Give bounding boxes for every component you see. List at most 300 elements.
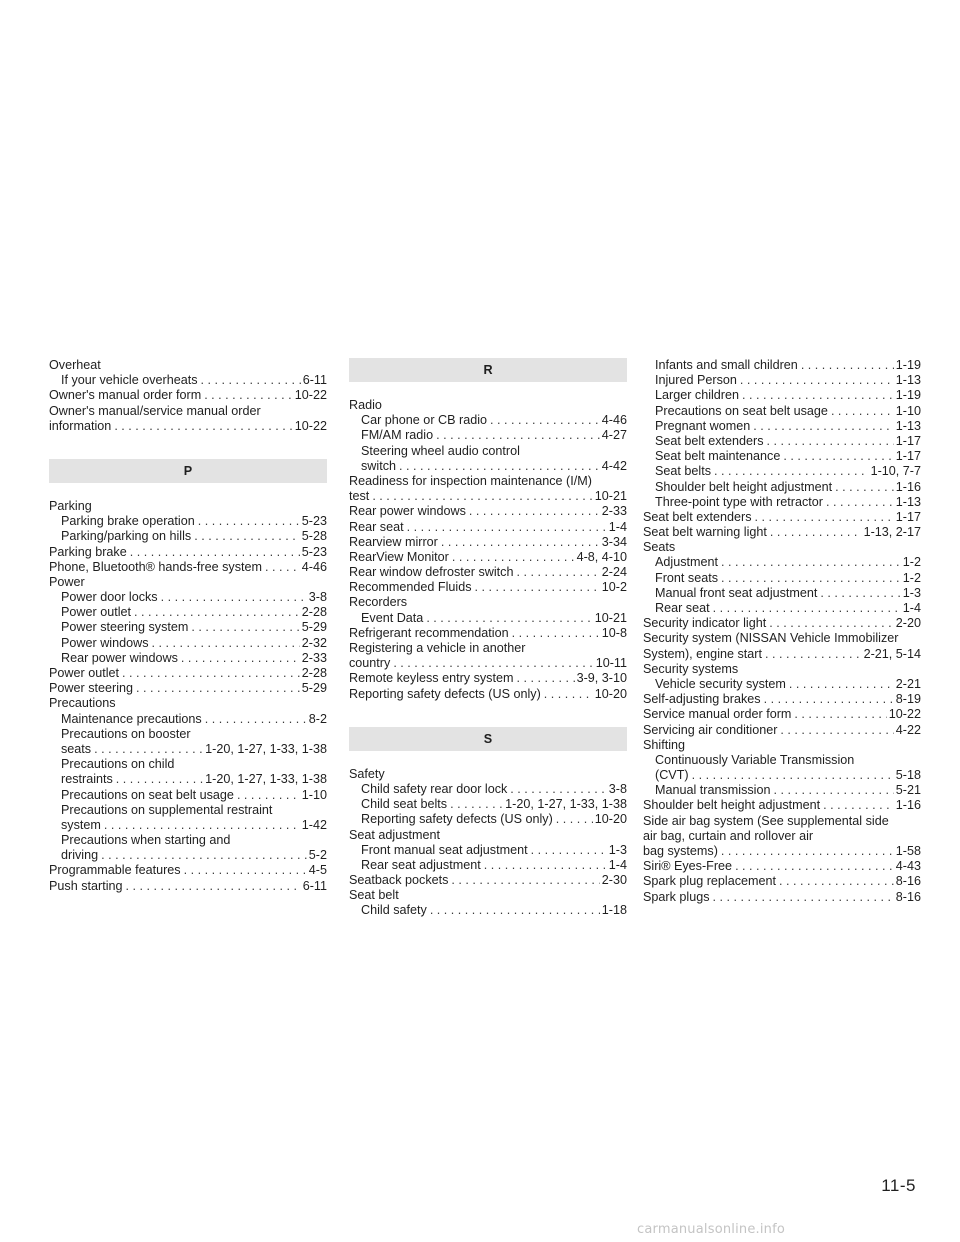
index-entry bbox=[49, 666, 327, 681]
index-subentry bbox=[643, 555, 921, 570]
entry-text: Reporting safety defects (US only) bbox=[361, 812, 553, 827]
entry-text: Precautions bbox=[49, 696, 116, 711]
page-reference: 6-11 bbox=[302, 373, 327, 388]
index-entry bbox=[643, 525, 921, 540]
entry-text: Rear seat adjustment bbox=[361, 857, 481, 872]
index-subentry bbox=[643, 373, 921, 388]
entry-text: FM/AM radio bbox=[361, 428, 434, 443]
entry-text: Power steering system bbox=[61, 620, 189, 635]
entry-text: Seat belts bbox=[655, 464, 712, 479]
page-reference: 1-2 bbox=[902, 570, 921, 585]
entry-text: Programmable features bbox=[49, 863, 181, 878]
entry-text: Shoulder belt height adjustment bbox=[643, 798, 821, 813]
entry-text: Maintenance precautions bbox=[61, 711, 202, 726]
entry-text: Shoulder belt height adjustment bbox=[655, 479, 833, 494]
index-subentry bbox=[49, 373, 327, 388]
entry-text: Adjustment bbox=[655, 555, 718, 570]
index-column-1 bbox=[49, 358, 327, 894]
index-entry bbox=[49, 879, 327, 894]
index-subentry bbox=[643, 480, 921, 495]
index-subentry bbox=[49, 772, 327, 787]
dot-leader bbox=[764, 692, 894, 707]
dot-leader bbox=[823, 798, 894, 813]
index-subentry bbox=[643, 677, 921, 692]
page-reference: 4-42 bbox=[601, 458, 627, 473]
page-reference: 8-16 bbox=[895, 889, 921, 904]
dot-leader bbox=[194, 529, 300, 544]
index-entry bbox=[643, 631, 921, 646]
page-reference: 1-3 bbox=[902, 585, 921, 600]
dot-leader bbox=[372, 489, 592, 504]
entry-text: Injured Person bbox=[655, 373, 737, 388]
index-entry bbox=[49, 404, 327, 419]
dot-leader bbox=[94, 742, 203, 757]
watermark: carmanualsonline.info bbox=[637, 1222, 786, 1237]
page-reference: 10-22 bbox=[294, 388, 327, 403]
page-reference: 1-18 bbox=[601, 903, 627, 918]
dot-leader bbox=[441, 535, 600, 550]
entry-text: Rear power windows bbox=[61, 650, 178, 665]
entry-text: test bbox=[349, 489, 370, 504]
dot-leader bbox=[735, 859, 894, 874]
index-entry bbox=[49, 560, 327, 575]
index-subentry bbox=[349, 797, 627, 812]
dot-leader bbox=[770, 525, 862, 540]
entry-text: Recorders bbox=[349, 595, 408, 610]
page-reference: 10-11 bbox=[595, 656, 627, 671]
page-reference: 5-29 bbox=[301, 681, 327, 696]
entry-text: Parking brake operation bbox=[61, 514, 195, 529]
dot-leader bbox=[721, 555, 901, 570]
dot-leader bbox=[104, 818, 300, 833]
entry-text: Spark plug replacement bbox=[643, 874, 777, 889]
index-subentry bbox=[643, 358, 921, 373]
dot-leader bbox=[181, 651, 300, 666]
entry-text: Event Data bbox=[361, 610, 424, 625]
index-entry bbox=[349, 580, 627, 595]
index-subentry bbox=[49, 788, 327, 803]
entry-text: Front seats bbox=[655, 570, 718, 585]
index-entry bbox=[349, 873, 627, 888]
entry-text: Power outlet bbox=[49, 666, 120, 680]
entry-text: Child seat belts bbox=[361, 797, 448, 812]
entry-text: System), engine start bbox=[643, 646, 762, 661]
page-reference: 1-17 bbox=[895, 509, 921, 524]
index-entry bbox=[643, 662, 921, 677]
dot-leader bbox=[753, 419, 894, 434]
index-subentry bbox=[49, 529, 327, 544]
entry-text: Precautions when starting and bbox=[61, 833, 231, 848]
page-reference: 1-4 bbox=[608, 519, 627, 534]
entry-text: Registering a vehicle in another bbox=[349, 641, 526, 655]
page-reference: 2-28 bbox=[301, 605, 327, 620]
index-subentry bbox=[349, 858, 627, 873]
page-reference: 5-23 bbox=[301, 544, 327, 559]
entry-text: Three-point type with retractor bbox=[655, 494, 823, 509]
page-reference: 10-8 bbox=[601, 625, 627, 640]
index-entry bbox=[49, 419, 327, 434]
entry-text: Precautions on child bbox=[61, 757, 175, 772]
entry-text: restraints bbox=[61, 772, 113, 787]
index-subentry bbox=[49, 833, 327, 848]
entry-text: Power outlet bbox=[61, 605, 132, 620]
dot-leader bbox=[126, 879, 301, 894]
entry-text: Owner's manual/service manual order bbox=[49, 403, 261, 418]
page-reference: 3-9, 3-10 bbox=[576, 671, 627, 686]
index-entry bbox=[643, 510, 921, 525]
entry-text: Parking/parking on hills bbox=[61, 529, 192, 544]
index-subentry bbox=[349, 444, 627, 459]
page-reference: 5-29 bbox=[301, 620, 327, 635]
page-reference: 3-8 bbox=[608, 781, 627, 796]
entry-text: Seat belt bbox=[349, 888, 399, 903]
index-entry bbox=[643, 616, 921, 631]
index-entry bbox=[49, 696, 327, 711]
dot-leader bbox=[779, 874, 894, 889]
dot-leader bbox=[101, 848, 307, 863]
entry-text: Infants and small children bbox=[655, 358, 798, 372]
page-reference: 1-16 bbox=[895, 798, 921, 813]
dot-leader bbox=[789, 677, 894, 692]
dot-leader bbox=[714, 464, 869, 479]
index-entry bbox=[643, 814, 921, 829]
page-reference: 5-21 bbox=[895, 783, 921, 798]
page-reference: 4-22 bbox=[895, 722, 921, 737]
dot-leader bbox=[114, 419, 292, 434]
spacer bbox=[49, 483, 327, 499]
entry-text: Power door locks bbox=[61, 590, 158, 605]
index-subentry bbox=[49, 712, 327, 727]
dot-leader bbox=[510, 782, 607, 797]
index-subentry bbox=[49, 514, 327, 529]
entry-text: Rear window defroster switch bbox=[349, 565, 514, 580]
entry-text: Seat belt maintenance bbox=[655, 449, 781, 464]
dot-leader bbox=[451, 873, 599, 888]
dot-leader bbox=[769, 616, 894, 631]
index-subentry bbox=[349, 459, 627, 474]
index-entry bbox=[349, 565, 627, 580]
page-reference: 5-23 bbox=[301, 514, 327, 529]
page-reference: 10-2 bbox=[601, 580, 627, 595]
page-reference: 1-19 bbox=[895, 358, 921, 372]
entry-text: Seat belt warning light bbox=[643, 525, 767, 540]
index-subentry bbox=[643, 434, 921, 449]
entry-text: Power steering bbox=[49, 681, 133, 696]
dot-leader bbox=[265, 560, 300, 575]
entry-text: If your vehicle overheats bbox=[61, 373, 198, 388]
page-reference: 10-20 bbox=[594, 812, 627, 827]
index-subentry bbox=[643, 464, 921, 479]
index-subentry bbox=[49, 727, 327, 742]
index-subentry bbox=[643, 783, 921, 798]
dot-leader bbox=[765, 647, 862, 662]
index-subentry bbox=[49, 620, 327, 635]
index-entry bbox=[643, 890, 921, 905]
page-reference: 1-20, 1-27, 1-33, 1-38 bbox=[505, 797, 627, 812]
dot-leader bbox=[430, 903, 600, 918]
entry-text: RearView Monitor bbox=[349, 549, 449, 564]
dot-leader bbox=[780, 723, 893, 738]
index-entry bbox=[49, 388, 327, 403]
index-subentry bbox=[643, 768, 921, 783]
dot-leader bbox=[767, 434, 894, 449]
index-subentry bbox=[49, 651, 327, 666]
page-reference: 2-33 bbox=[601, 504, 627, 519]
dot-leader bbox=[201, 373, 301, 388]
page-reference: 1-16 bbox=[895, 479, 921, 494]
dot-leader bbox=[740, 373, 894, 388]
entry-text: Parking bbox=[49, 498, 92, 513]
index-subentry bbox=[49, 742, 327, 757]
dot-leader bbox=[116, 772, 203, 787]
page-reference: 10-20 bbox=[594, 686, 627, 701]
page-reference: 1-4 bbox=[608, 857, 627, 872]
dot-leader bbox=[783, 449, 893, 464]
page-reference: 8-2 bbox=[308, 711, 327, 726]
page-reference: 1-13 bbox=[895, 494, 921, 509]
page-reference: 1-58 bbox=[895, 844, 921, 858]
page-reference: 2-20 bbox=[895, 616, 921, 631]
entry-text: Recommended Fluids bbox=[349, 580, 472, 595]
entry-text: Parking brake bbox=[49, 544, 127, 559]
index-entry bbox=[349, 595, 627, 610]
index-entry bbox=[643, 692, 921, 707]
dot-leader bbox=[516, 671, 574, 686]
page-reference: 4-27 bbox=[601, 428, 627, 443]
index-subentry bbox=[49, 848, 327, 863]
index-subentry bbox=[49, 757, 327, 772]
entry-text: Seat belt extenders bbox=[643, 509, 752, 524]
dot-leader bbox=[831, 404, 894, 419]
page-reference: 10-21 bbox=[594, 489, 627, 504]
entry-text: Child safety rear door lock bbox=[361, 781, 508, 796]
index-entry bbox=[349, 535, 627, 550]
page-reference: 10-21 bbox=[594, 610, 627, 625]
page-reference: 1-17 bbox=[895, 433, 921, 448]
entry-text: Vehicle security system bbox=[655, 676, 786, 691]
index-subentry bbox=[643, 753, 921, 768]
index-subentry bbox=[349, 903, 627, 918]
dot-leader bbox=[774, 783, 894, 798]
entry-text: Continuously Variable Transmission bbox=[655, 752, 855, 767]
index-entry bbox=[643, 859, 921, 874]
entry-text: Rear seat bbox=[349, 519, 404, 534]
page-reference: 1-3 bbox=[608, 842, 627, 857]
entry-text: Safety bbox=[349, 766, 385, 781]
section-header: R bbox=[349, 358, 627, 382]
entry-text: switch bbox=[361, 458, 396, 473]
entry-text: Owner's manual order form bbox=[49, 388, 202, 403]
index-entry bbox=[349, 520, 627, 535]
page-reference: 3-34 bbox=[601, 534, 627, 549]
entry-text: Seat adjustment bbox=[349, 827, 441, 842]
index-column-3 bbox=[643, 358, 921, 905]
dot-leader bbox=[742, 388, 894, 403]
dot-leader bbox=[469, 504, 600, 519]
dot-leader bbox=[204, 388, 293, 403]
page-reference: 1-10 bbox=[301, 787, 327, 802]
page-reference: 2-28 bbox=[301, 666, 327, 680]
dot-leader bbox=[136, 681, 300, 696]
dot-leader bbox=[556, 812, 593, 827]
entry-text: Security systems bbox=[643, 661, 739, 676]
dot-leader bbox=[399, 459, 600, 474]
page-reference: 2-33 bbox=[301, 650, 327, 665]
index-entry bbox=[643, 874, 921, 889]
entry-text: Car phone or CB radio bbox=[361, 413, 488, 428]
page-number: 11-5 bbox=[881, 1176, 916, 1195]
entry-text: Precautions on supplemental restraint bbox=[61, 802, 273, 817]
page-reference: 4-5 bbox=[308, 863, 327, 878]
page-reference: 4-46 bbox=[301, 559, 327, 574]
index-subentry bbox=[349, 611, 627, 626]
dot-leader bbox=[426, 611, 592, 626]
index-subentry bbox=[643, 404, 921, 419]
spacer bbox=[49, 434, 327, 459]
index-subentry bbox=[349, 812, 627, 827]
entry-text: Side air bag system (See supplemental side bbox=[643, 813, 889, 828]
page-reference: 1-10, 7-7 bbox=[870, 464, 921, 479]
entry-text: Readiness for inspection maintenance (I/M) bbox=[349, 473, 592, 488]
entry-text: country bbox=[349, 656, 391, 671]
page-reference: 1-19 bbox=[895, 388, 921, 403]
dot-leader bbox=[237, 788, 300, 803]
index-entry bbox=[643, 738, 921, 753]
dot-leader bbox=[512, 626, 600, 641]
page-reference: 2-30 bbox=[601, 873, 627, 888]
entry-text: Seats bbox=[643, 540, 676, 555]
index-entry bbox=[349, 671, 627, 686]
entry-text: seats bbox=[61, 741, 92, 756]
dot-leader bbox=[475, 580, 600, 595]
entry-text: Refrigerant recommendation bbox=[349, 625, 509, 640]
entry-text: Siri® Eyes-Free bbox=[643, 859, 733, 874]
entry-text: information bbox=[49, 418, 112, 433]
index-entry bbox=[49, 499, 327, 514]
index-entry bbox=[49, 545, 327, 560]
dot-leader bbox=[794, 707, 886, 722]
index-column-2 bbox=[349, 358, 627, 919]
entry-text: Remote keyless entry system bbox=[349, 671, 514, 686]
entry-text: driving bbox=[61, 848, 99, 863]
dot-leader bbox=[407, 520, 607, 535]
page-reference: 10-22 bbox=[888, 707, 921, 722]
page-reference: 1-2 bbox=[902, 555, 921, 570]
index-entry bbox=[349, 550, 627, 565]
entry-text: Precautions on seat belt usage bbox=[655, 403, 828, 418]
page-reference: 4-46 bbox=[601, 413, 627, 428]
page-reference: 2-32 bbox=[301, 635, 327, 650]
page-reference: 4-43 bbox=[895, 859, 921, 874]
index-subentry bbox=[643, 495, 921, 510]
index-entry bbox=[643, 829, 921, 844]
entry-text: Precautions on seat belt usage bbox=[61, 787, 234, 802]
entry-text: Self-adjusting brakes bbox=[643, 692, 761, 707]
entry-text: Service manual order form bbox=[643, 707, 792, 722]
dot-leader bbox=[436, 428, 600, 443]
index-entry bbox=[349, 398, 627, 413]
index-subentry bbox=[643, 419, 921, 434]
index-subentry bbox=[643, 449, 921, 464]
entry-text: Seat belt extenders bbox=[655, 433, 764, 448]
dot-leader bbox=[161, 590, 307, 605]
index-entry bbox=[349, 767, 627, 782]
page-reference: 1-13 bbox=[895, 418, 921, 433]
entry-text: Steering wheel audio control bbox=[361, 443, 520, 458]
dot-leader bbox=[130, 545, 300, 560]
index-entry bbox=[643, 723, 921, 738]
entry-text: Power bbox=[49, 574, 85, 589]
index-entry bbox=[49, 575, 327, 590]
dot-leader bbox=[184, 863, 307, 878]
page-reference: 2-24 bbox=[601, 565, 627, 580]
entry-text: Shifting bbox=[643, 737, 686, 752]
entry-text: Pregnant women bbox=[655, 418, 751, 433]
dot-leader bbox=[755, 510, 894, 525]
dot-leader bbox=[450, 797, 503, 812]
dot-leader bbox=[713, 890, 894, 905]
dot-leader bbox=[152, 636, 300, 651]
page-reference: 8-19 bbox=[895, 692, 921, 707]
index-subentry bbox=[643, 601, 921, 616]
page-reference: 5-18 bbox=[895, 768, 921, 783]
section-header: S bbox=[349, 727, 627, 751]
dot-leader bbox=[801, 358, 894, 373]
entry-text: Power windows bbox=[61, 635, 149, 650]
page-reference: 8-16 bbox=[895, 874, 921, 889]
index-subentry bbox=[49, 590, 327, 605]
dot-leader bbox=[516, 565, 599, 580]
index-entry bbox=[49, 863, 327, 878]
entry-text: Rear seat bbox=[655, 601, 710, 615]
dot-leader bbox=[531, 843, 607, 858]
index-entry bbox=[349, 641, 627, 656]
page-reference: 5-2 bbox=[308, 848, 327, 863]
entry-text: Manual transmission bbox=[655, 783, 771, 798]
index-subentry bbox=[349, 782, 627, 797]
entry-text: Radio bbox=[349, 398, 382, 412]
entry-text: Phone, Bluetooth® hands-free system bbox=[49, 559, 262, 574]
index-entry bbox=[349, 626, 627, 641]
index-entry bbox=[643, 844, 921, 859]
page-reference: 10-22 bbox=[294, 418, 327, 433]
dot-leader bbox=[721, 571, 901, 586]
index-entry bbox=[349, 474, 627, 489]
page-reference: 1-13 bbox=[895, 373, 921, 388]
index-subentry bbox=[643, 571, 921, 586]
index-subentry bbox=[49, 818, 327, 833]
dot-leader bbox=[198, 514, 300, 529]
entry-text: Overheat bbox=[49, 358, 101, 372]
index-entry bbox=[643, 647, 921, 662]
index-subentry bbox=[643, 388, 921, 403]
page-reference: 1-13, 2-17 bbox=[863, 525, 921, 540]
dot-leader bbox=[544, 687, 593, 702]
index-entry bbox=[49, 681, 327, 696]
index-entry bbox=[349, 687, 627, 702]
index-subentry bbox=[49, 605, 327, 620]
entry-text: Larger children bbox=[655, 388, 740, 403]
dot-leader bbox=[393, 656, 593, 671]
dot-leader bbox=[721, 844, 894, 859]
dot-leader bbox=[692, 768, 894, 783]
index-subentry bbox=[349, 413, 627, 428]
entry-text: Servicing air conditioner bbox=[643, 722, 778, 737]
entry-text: Rearview mirror bbox=[349, 534, 438, 549]
entry-text: Front manual seat adjustment bbox=[361, 842, 528, 857]
page-reference: 2-21, 5-14 bbox=[863, 646, 921, 661]
spacer bbox=[349, 702, 627, 727]
